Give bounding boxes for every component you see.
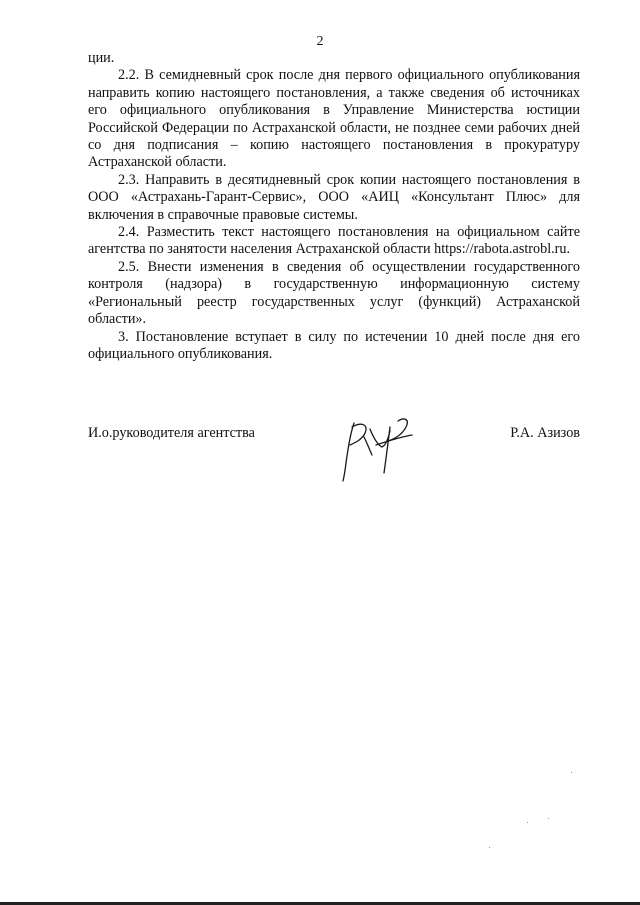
paragraph-2-5: 2.5. Внести изменения в сведения об осуществлении государственного контроля (надзора) в государственную информационную систему «Региональный реестр государственных услуг (функций) Астраханской области». [88, 258, 580, 328]
paragraph-2-3: 2.3. Направить в десятидневный срок копии настоящего постановления в ООО «Астрахань-Гарант-Сервис», ООО «АИЦ «Консультант Плюс» для включения в справочные правовые системы. [88, 171, 580, 223]
signature-block [88, 425, 580, 485]
page-number: 2 [316, 34, 324, 49]
paragraph-2-2: 2.2. В семидневный срок после дня первого официального опубликования направить копию настоящего постановления, а также сведения об источниках его официального опубликования в Управление Министерства юстиции Российской Федерации по Астраханской области, не позднее семи рабочих дней со дня подписания – копию настоящего постановления в прокуратуру Астраханской области. [88, 67, 580, 171]
document-body [88, 50, 580, 363]
paragraph-2-4: 2.4. Разместить текст настоящего постановления на официальном сайте агентства по занятости населения Астраханской области https://rabota.astrobl.ru. [88, 224, 580, 258]
paragraph-3: 3. Постановление вступает в силу по истечении 10 дней после дня его официального опубликования. [88, 328, 580, 362]
paragraph-continuation: ции. [88, 50, 115, 66]
scan-artifact [527, 822, 528, 823]
scan-artifact [571, 772, 572, 773]
signer-position: И.о.руководителя агентства [88, 425, 255, 441]
scan-artifact [489, 847, 490, 848]
handwritten-signature [340, 415, 420, 485]
signer-name: Р.А. Азизов [510, 425, 580, 441]
scan-artifact [548, 818, 549, 819]
